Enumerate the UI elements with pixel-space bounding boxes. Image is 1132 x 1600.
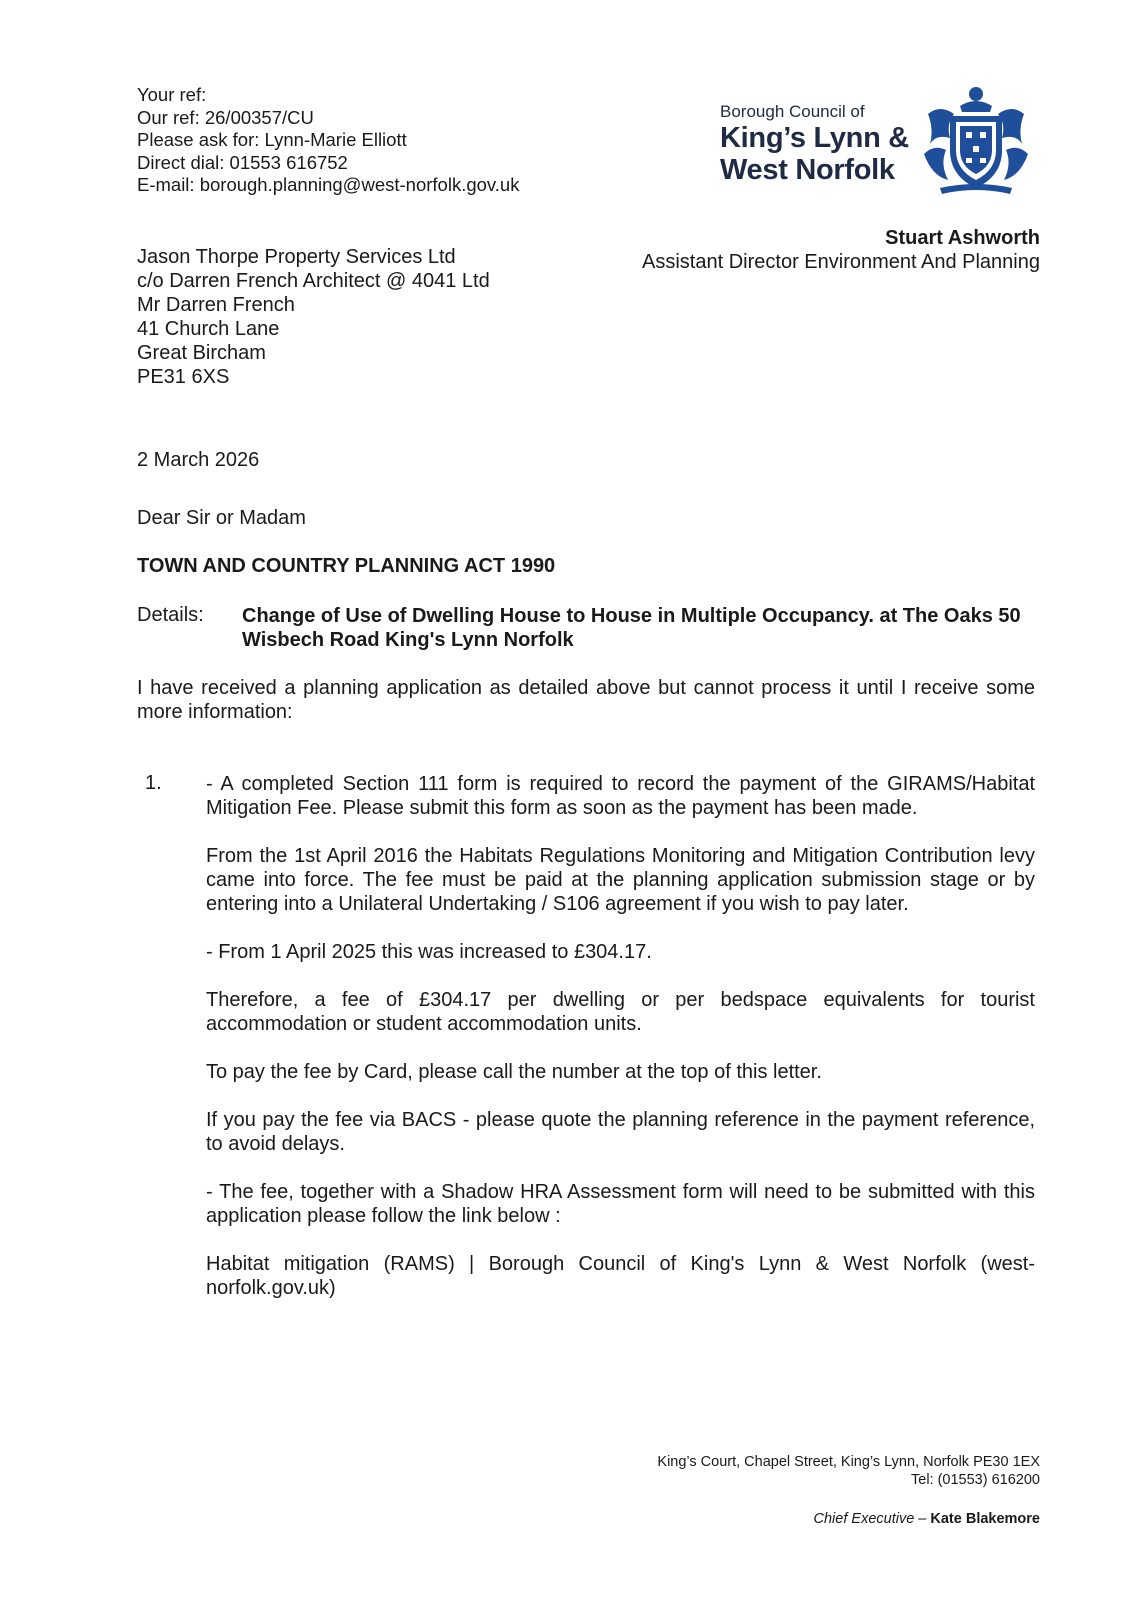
logo-line-2: King’s Lynn & xyxy=(720,122,909,154)
footer-address-block xyxy=(657,1453,1040,1489)
item-paragraph: - The fee, together with a Shadow HRA Assessment form will need to be submitted with this application please follow the link below : xyxy=(206,1181,1035,1227)
coat-of-arms-icon xyxy=(920,84,1032,196)
footer-address: King’s Court, Chapel Street, King’s Lynn, Norfolk PE30 1EX xyxy=(657,1454,1040,1470)
item-paragraph: From the 1st April 2016 the Habitats Regulations Monitoring and Mitigation Contribution levy came into force. The fee must be paid at the planning application submission stage or by entering into a Unilateral Undertaking / S106 agreement if you wish to pay later. xyxy=(206,845,1035,915)
logo-line-3: West Norfolk xyxy=(720,154,895,186)
address-line: Mr Darren French xyxy=(137,294,295,316)
letter-date: 2 March 2026 xyxy=(137,449,260,471)
item-paragraph: Therefore, a fee of £304.17 per dwelling or per bedspace equivalents for tourist accommodation or student accommodation units. xyxy=(206,989,1035,1035)
details-text: Change of Use of Dwelling House to House in Multiple Occupancy. at The Oaks 50 Wisbech Road King's Lynn Norfolk xyxy=(242,605,1021,651)
signer-block xyxy=(642,226,1040,274)
contact-person: Please ask for: Lynn-Marie Elliott xyxy=(137,129,407,150)
chief-executive-role: Chief Executive – xyxy=(813,1511,927,1527)
item-paragraph: To pay the fee by Card, please call the number at the top of this letter. xyxy=(206,1061,822,1083)
address-line: PE31 6XS xyxy=(137,366,230,388)
logo-line-1: Borough Council of xyxy=(720,102,865,121)
your-ref: Your ref: xyxy=(137,84,207,105)
item-paragraph: - From 1 April 2025 this was increased to £304.17. xyxy=(206,941,652,963)
habitat-mitigation-link[interactable]: Habitat mitigation (RAMS) | Borough Council of King's Lynn & West Norfolk (west-norfolk.gov.uk) xyxy=(206,1253,1035,1299)
details-label: Details: xyxy=(137,604,204,626)
council-logo xyxy=(720,84,1040,196)
address-line: Great Bircham xyxy=(137,342,266,364)
act-title: TOWN AND COUNTRY PLANNING ACT 1990 xyxy=(137,555,556,577)
direct-dial: Direct dial: 01553 616752 xyxy=(137,151,348,173)
intro-paragraph: I have received a planning application as detailed above but cannot process it until I receive some more information: xyxy=(137,677,1035,723)
signer-title: Assistant Director Environment And Planning xyxy=(642,251,1040,273)
item-number: 1. xyxy=(145,772,162,794)
salutation: Dear Sir or Madam xyxy=(137,507,306,529)
signer-name: Stuart Ashworth xyxy=(885,227,1040,249)
chief-executive-name: Kate Blakemore xyxy=(930,1511,1040,1527)
item-paragraph: If you pay the fee via BACS - please quote the planning reference in the payment reference, to avoid delays. xyxy=(206,1109,1035,1155)
reference-block xyxy=(137,84,519,197)
email-address: E-mail: borough.planning@west-norfolk.gov.uk xyxy=(137,174,520,195)
footer-tel: Tel: (01553) 616200 xyxy=(911,1472,1040,1488)
recipient-address xyxy=(137,245,490,389)
our-ref: Our ref: 26/00357/CU xyxy=(137,106,314,128)
address-line: Jason Thorpe Property Services Ltd xyxy=(137,246,456,268)
item-paragraph: - A completed Section 111 form is required to record the payment of the GIRAMS/Habitat Mitigation Fee. Please submit this form as soon as the payment has been made. xyxy=(206,773,1035,819)
item-body xyxy=(206,772,1035,1324)
address-line: c/o Darren French Architect @ 4041 Ltd xyxy=(137,270,490,292)
council-logo-text xyxy=(720,102,909,186)
footer-chief-executive xyxy=(814,1511,1040,1527)
address-line: 41 Church Lane xyxy=(137,318,280,340)
